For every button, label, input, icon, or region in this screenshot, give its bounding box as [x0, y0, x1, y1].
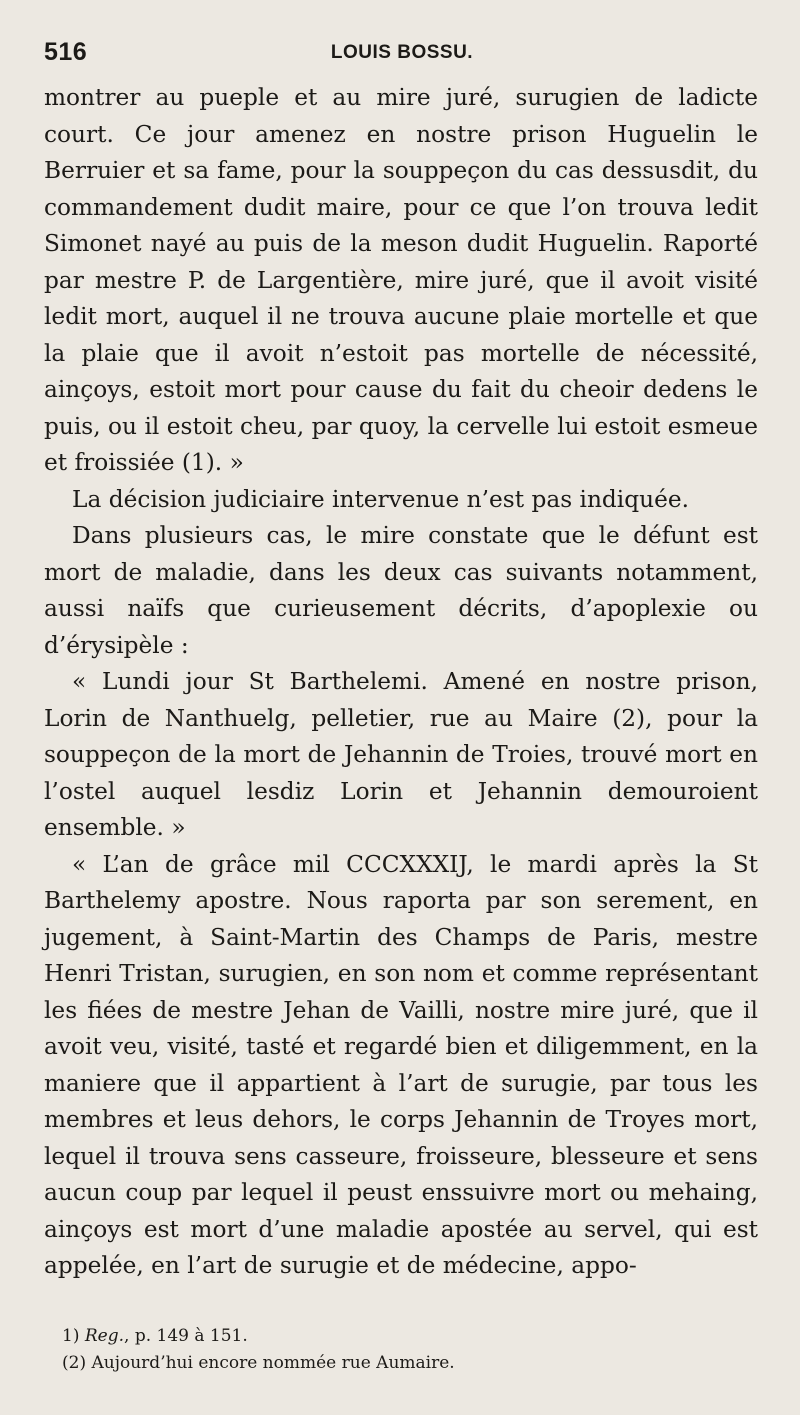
footnote-text: , p. 149 à 151.: [124, 1326, 248, 1346]
paragraph: montrer au pueple et au mire juré, surugien de ladicte court. Ce jour amenez en nostre prison Huguelin le Berruier et sa fame, pour la souppeçon du cas dessusdit, du commandement dudit maire, pour ce que l’on trouva ledit Simonet nayé au puis de la meson dudit Huguelin. Raporté par mestre P. de Largentière, mire juré, que il avoit visité ledit mort, auquel il ne trouva aucune plaie mortelle et que la plaie que il avoit n’estoit pas mortelle de nécessité, ainçoys, estoit mort pour cause du fait du cheoir dedens le puis, ou il estoit cheu, par quoy, la cervelle lui estoit esmeue et froissiée (1). »: [44, 84, 758, 476]
footnote-1: [62, 1323, 758, 1350]
paragraph: « Lundi jour St Barthelemi. Amené en nostre prison, Lorin de Nanthuelg, pelletier, rue au Maire (2), pour la souppeçon de la mort de Jehannin de Troies, trouvé mort en l’ostel auquel lesdiz Lorin et Jehannin demouroient ensemble. »: [44, 668, 758, 841]
footnotes: [62, 1323, 758, 1377]
paragraph: « L’an de grâce mil CCCXXXIJ, le mardi après la St Barthelemy apostre. Nous raporta par son serement, en jugement, à Saint-Martin des Champs de Paris, mestre Henri Tristan, surugien, en son nom et comme représentant les fiées de mestre Jehan de Vailli, nostre mire juré, que il avoit veu, visité, tasté et regardé bien et diligemment, en la maniere que il appartient à l’art de surugie, par tous les membres et leus dehors, le corps Jehannin de Troyes mort, lequel il trouva sens casseure, froisseure, blesseure et sens aucun coup par lequel il peust enssuivre mort ou mehaing, ainçoys est mort d’une maladie apostée au servel, qui est appelée, en l’art de surugie et de médecine, appo-: [44, 850, 758, 1279]
body-text: [44, 80, 758, 1285]
footnote-2: [62, 1350, 758, 1377]
page-header: [44, 34, 760, 70]
footnote-marker: (2): [62, 1353, 87, 1373]
paragraph: Dans plusieurs cas, le mire constate que le défunt est mort de maladie, dans les deux cas suivants notamment, aussi naïfs que curieusement décrits, d’apoplexie ou d’érysipèle :: [44, 522, 758, 659]
running-title: LOUIS BOSSU.: [330, 42, 474, 63]
footnote-marker: 1): [62, 1326, 80, 1346]
page-number: 516: [44, 38, 88, 66]
footnote-text: Aujourd’hui encore nommée rue Aumaire.: [91, 1353, 455, 1373]
footnote-source: Reg.: [84, 1326, 125, 1346]
paragraph: La décision judiciaire intervenue n’est pas indiquée.: [72, 485, 690, 513]
